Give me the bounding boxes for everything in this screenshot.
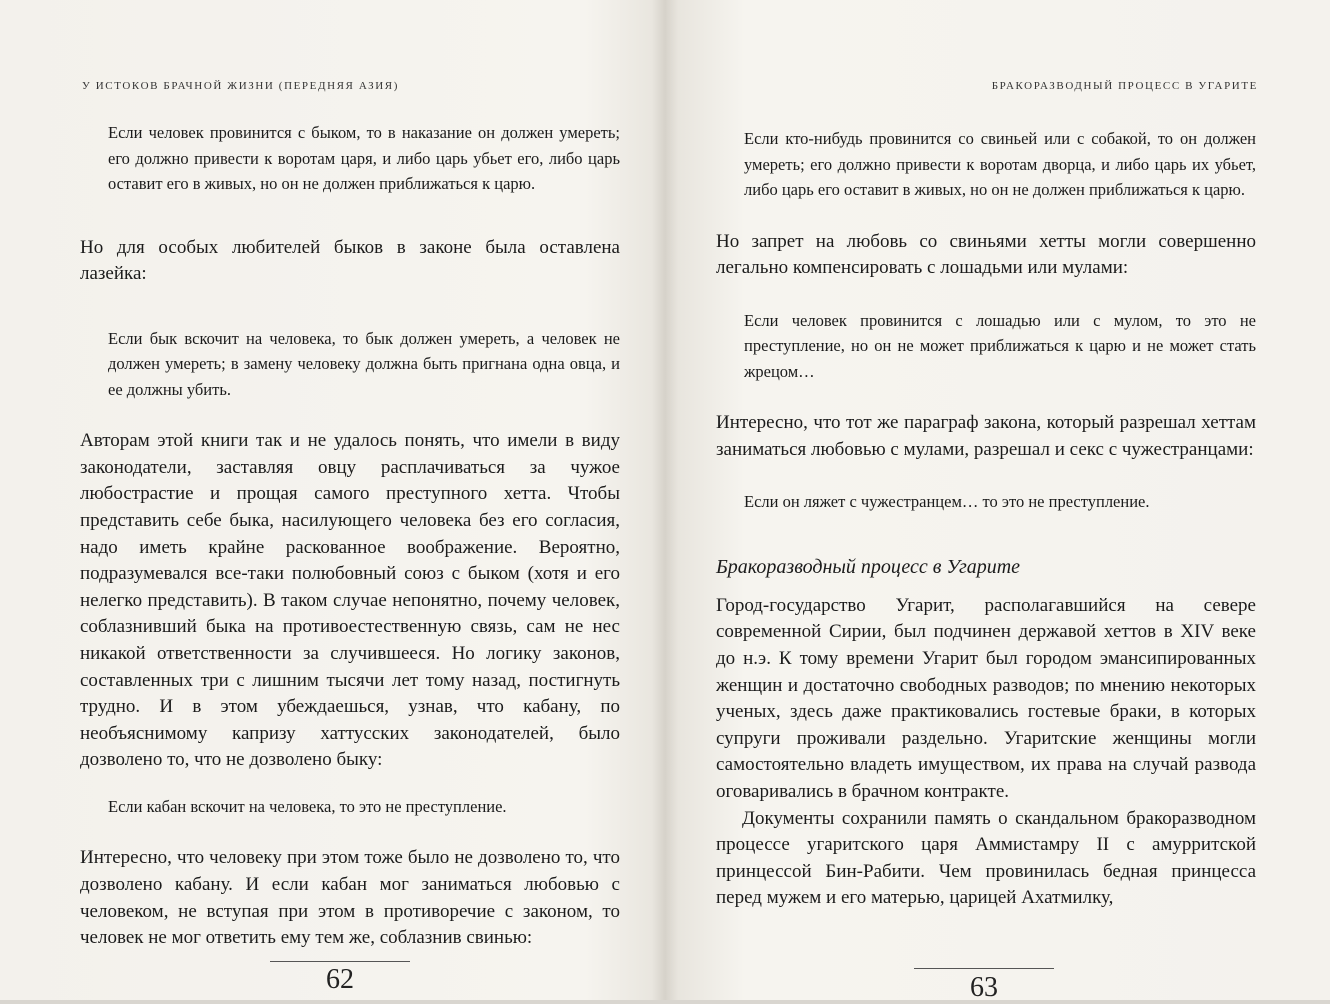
paragraph: Интересно, что тот же параграф закона, который разрешал хеттам заниматься любовью с мулами, разрешал и секс с чужестранцами: [716, 412, 1256, 460]
running-head-left: У ИСТОКОВ БРАЧНОЙ ЖИЗНИ (ПЕРЕДНЯЯ АЗИЯ) [82, 80, 399, 92]
law-quote: Если бык вскочит на человека, то бык должен умереть, а человек не должен умереть; в замену человеку должна быть пригнана одна овца, и ее должны убить. [108, 328, 620, 399]
right-page-text [716, 126, 1256, 912]
paragraph: Город-государство Угарит, располагавшийся на севере современной Сирии, был подчинен державой хеттов в XIV веке до н.э. К тому времени Угарит был городом эмансипированных женщин и достаточно свободных разводов; по мнению некоторых ученых, здесь даже практиковались гостевые браки, в которых супруги проживали раздельно. Угаритские женщины могли самостоятельно владеть имуществом, их права на случай развода оговаривались в брачном контракте. [716, 594, 1256, 803]
law-quote: Если кабан вскочит на человека, то это не преступление. [108, 796, 507, 816]
law-quote: Если он ляжет с чужестранцем… то это не преступление. [744, 492, 1150, 512]
folio-rule [914, 968, 1054, 969]
page-number-right: 63 [970, 972, 998, 1003]
paragraph: Авторам этой книги так и не удалось понять, что имели в виду законодатели, заставляя овцу расплачиваться за чужое любострастие и прощая самого преступного хетта. Чтобы представить себе быка, насилующего человека без его согласия, надо иметь крайне раскованное воображение. Вероятно, подразумевался все-таки полюбовный союз с быком (хотя и его нелегко представить). В таком случае непонятно, почему человек, соблазнивший быка на противоестественную связь, сам не нес никакой ответственности за случившееся. Но логику законов, составленных три с лишним тысячи лет тому назад, постигнуть трудно. И в этом убеждаешься, узнав, что кабану, по необъяснимому капризу хаттусских законодателей, было дозволено то, что не дозволено быку: [80, 430, 620, 771]
paragraph: Документы сохранили память о скандальном бракоразводном процессе угаритского царя Аммистамру II с амурритской принцессой Бин-Рабити. Чем провинилась бедная принцесса перед мужем и его матерью, царицей Ахатмилку, [716, 807, 1256, 909]
left-page [0, 0, 664, 1000]
page-number-left: 62 [326, 964, 354, 995]
paragraph: Но запрет на любовь со свиньями хетты могли совершенно легально компенсировать с лошадьми или мулами: [716, 230, 1256, 279]
left-page-text [80, 120, 620, 952]
law-quote: Если человек провинится с быком, то в наказание он должен умереть; его должно привести к воротам царя, и либо царь убьет его, либо царь оставит его в живых, но он не должен приближаться к царю. [108, 123, 620, 193]
law-quote: Если человек провинится с лошадью или с мулом, то это не преступление, но он не может приближаться к царю и не может стать жрецом… [744, 310, 1256, 381]
right-page [666, 0, 1330, 1003]
running-head-right: БРАКОРАЗВОДНЫЙ ПРОЦЕСС В УГАРИТЕ [991, 80, 1258, 92]
law-quote: Если кто-нибудь провинится со свиньей или с собакой, то он должен умереть; его должно привести к воротам дворца, и либо царь их убьет, либо царь его оставит в живых, но он не должен приближаться к царю. [744, 129, 1256, 199]
folio-rule [270, 961, 410, 962]
paragraph: Интересно, что человеку при этом тоже было не дозволено то, что дозволено кабану. И если кабан мог заниматься любовью с человеком, не вступая при этом в противоречие с законом, то человек не мог ответить ему тем же, соблазнив свинью: [80, 847, 620, 949]
section-heading: Бракоразводный процесс в Угарите [716, 555, 1021, 578]
paragraph: Но для особых любителей быков в законе была оставлена лазейка: [80, 236, 620, 285]
